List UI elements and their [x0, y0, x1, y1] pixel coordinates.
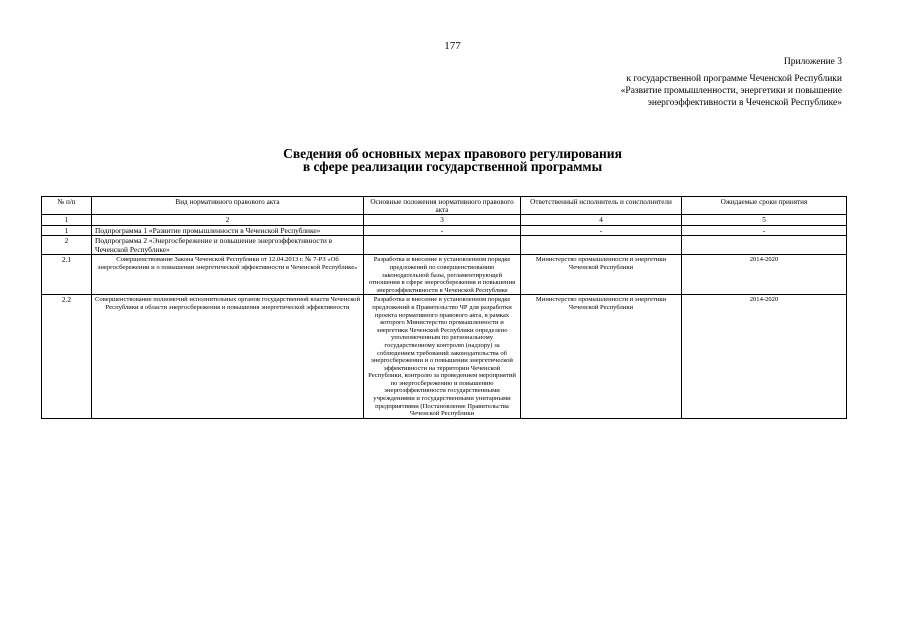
appendix-line: «Развитие промышленности, энергетики и повышение [620, 86, 842, 96]
row-num: 2.2 [42, 295, 92, 419]
row-terms [682, 236, 847, 255]
row-num: 2.1 [42, 255, 92, 295]
header-executor: Ответственный исполнитель и соисполнители [521, 197, 682, 215]
appendix-title: Приложение 3 [783, 57, 842, 67]
row-terms: - [682, 225, 847, 236]
column-number: 5 [682, 215, 847, 225]
row-act-type: Подпрограмма 1 «Развитие промышленности в Чеченской Республике» [92, 225, 364, 236]
row-num: 2 [42, 236, 92, 255]
table-row [42, 255, 847, 295]
row-provisions: - [364, 225, 521, 236]
header-provisions: Основные положения нормативного правового акта [364, 197, 521, 215]
row-executor: - [521, 225, 682, 236]
column-number: 4 [521, 215, 682, 225]
row-executor: Министерство промышленности и энергетики Чеченской Республики [521, 295, 682, 419]
appendix-header [621, 56, 842, 109]
column-number: 1 [42, 215, 92, 225]
appendix-line: к государственной программе Чеченской Республики [626, 74, 842, 84]
row-act-type: Совершенствование полномочий исполнительных органов государственной власти Чеченской Республики в области энергосбережения и повышения энергетической эффективности [92, 295, 364, 419]
header-num: № п/п [42, 197, 92, 215]
document-title-line: в сфере реализации государственной программы [302, 159, 603, 174]
column-number: 2 [92, 215, 364, 225]
row-terms: 2014-2020 [682, 295, 847, 419]
row-act-type: Совершенствование Закона Чеченской Республики от 12.04.2013 г. № 7-РЗ «Об энергосбережении и о повышении энергетической эффективности в Чеченской Республике» [92, 255, 364, 295]
row-act-type: Подпрограмма 2 «Энергосбережение и повышение энергоэффективности в Чеченской Республике» [92, 236, 364, 255]
document-title [0, 147, 905, 173]
row-executor: Министерство промышленности и энергетики Чеченской Республики [521, 255, 682, 295]
row-executor [521, 236, 682, 255]
row-provisions: Разработка и внесение в установленном порядке предложений в Правительство ЧР для разработки проекта нормативного правового акта, в рамках которого Министерство промышленности и энергетики Чеченской Республики определено уполномоченным по региональному государственному контролю (надзору) за соблюдением требований законодательства об энергосбережении и о повышении энергетической эффективности на территории Чеченской Республики, контролю за проведением мероприятий по энергосбережению и повышению энергоэффективности государственными учреждениями и государственными унитарными предприятиями (Постановление Правительства Чеченской Республики [364, 295, 521, 419]
row-provisions [364, 236, 521, 255]
column-number: 3 [364, 215, 521, 225]
header-act-type: Вид нормативного правового акта [92, 197, 364, 215]
measures-table [41, 196, 847, 419]
row-provisions: Разработка и внесение в установленном порядке предложений по совершенствованию законодательной базы, регламентирующей отношения в сфере энергосбережения и повышения энергоэффективности в Чеченской Республике [364, 255, 521, 295]
table-row [42, 295, 847, 419]
table-header-row [42, 197, 847, 215]
document-title-line: Сведения об основных мерах правового регулирования [283, 146, 622, 161]
column-number-row [42, 215, 847, 225]
table-row [42, 225, 847, 236]
row-terms: 2014-2020 [682, 255, 847, 295]
page-number: 177 [444, 40, 461, 52]
appendix-line: энергоэффективности в Чеченской Республике» [647, 98, 842, 108]
header-terms: Ожидаемые сроки принятия [682, 197, 847, 215]
table-row [42, 236, 847, 255]
row-num: 1 [42, 225, 92, 236]
